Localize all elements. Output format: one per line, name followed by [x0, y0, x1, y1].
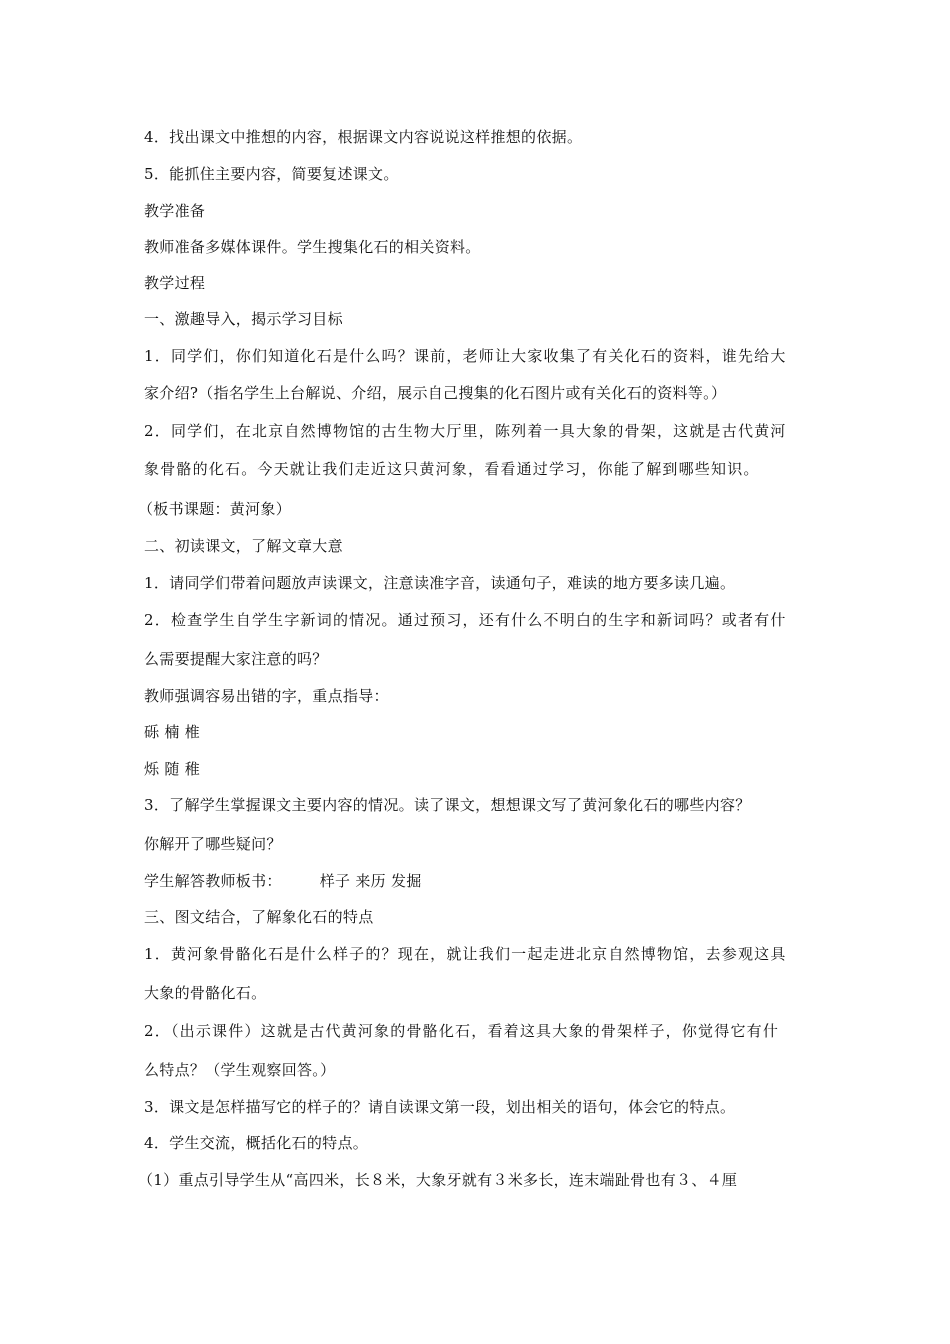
paragraph-line: （1）重点引导学生从“高四米，长８米，大象牙就有３米多长，连末端趾骨也有３、４厘 [138, 1171, 738, 1189]
characters-row-2: 烁 随 稚 [144, 760, 201, 778]
paragraph-line: 1．请同学们带着问题放声读课文，注意读准字音，读通句子，难读的地方要多读几遍。 [144, 574, 736, 592]
paragraph-line: 3．了解学生掌握课文主要内容的情况。读了课文，想想课文写了黄河象化石的哪些内容？ [144, 796, 751, 814]
preparation-text: 教师准备多媒体课件。学生搜集化石的相关资料。 [144, 238, 481, 256]
paragraph-line: 么需要提醒大家注意的吗？ [144, 650, 328, 668]
section-3-title: 三、图文结合，了解象化石的特点 [144, 908, 374, 926]
paragraph-line: 家介绍?（指名学生上台解说、介绍，展示自己搜集的化石图片或有关化石的资料等。） [144, 384, 727, 402]
paragraph-line: 象骨骼的化石。今天就让我们走近这只黄河象，看看通过学习，你能了解到哪些知识。 [144, 460, 760, 478]
paragraph-line: 4．学生交流，概括化石的特点。 [144, 1134, 369, 1152]
paragraph-line: 1．黄河象骨骼化石是什么样子的？现在，就让我们一起走进北京自然博物馆，去参观这具 [144, 945, 787, 963]
heading-preparation: 教学准备 [144, 202, 206, 220]
objective-5: 5．能抓住主要内容，简要复述课文。 [144, 165, 399, 183]
blackboard-label: 学生解答教师板书： [144, 872, 282, 890]
paragraph-line: 大象的骨骼化石。 [144, 984, 267, 1002]
paragraph-line: 2．同学们，在北京自然博物馆的古生物大厅里，陈列着一具大象的骨架，这就是古代黄河 [144, 422, 787, 440]
paragraph-line: 么特点？（学生观察回答。） [144, 1061, 336, 1079]
paragraph-line: 3．课文是怎样描写它的样子的？请自读课文第一段，划出相关的语句，体会它的特点。 [144, 1098, 736, 1116]
paragraph-line: 2．（出示课件）这就是古代黄河象的骨骼化石，看着这具大象的骨架样子，你觉得它有什 [144, 1022, 780, 1040]
paragraph-line: 教师强调容易出错的字，重点指导： [144, 687, 389, 705]
characters-row-1: 砾 楠 椎 [144, 723, 201, 741]
blackboard-items: 样子 来历 发掘 [319, 872, 422, 890]
blackboard-title: （板书课题：黄河象） [138, 500, 292, 518]
objective-4: 4．找出课文中推想的内容，根据课文内容说说这样推想的依据。 [144, 128, 583, 146]
heading-process: 教学过程 [144, 274, 206, 292]
paragraph-line: 你解开了哪些疑问？ [144, 835, 282, 853]
paragraph-line: 2．检查学生自学生字新词的情况。通过预习，还有什么不明白的生字和新词吗？或者有什 [144, 611, 787, 629]
section-2-title: 二、初读课文，了解文章大意 [144, 537, 343, 555]
paragraph-line: 1．同学们，你们知道化石是什么吗？课前，老师让大家收集了有关化石的资料，谁先给大 [144, 347, 787, 365]
blackboard-line [144, 871, 824, 891]
section-1-title: 一、激趣导入，揭示学习目标 [144, 310, 343, 328]
